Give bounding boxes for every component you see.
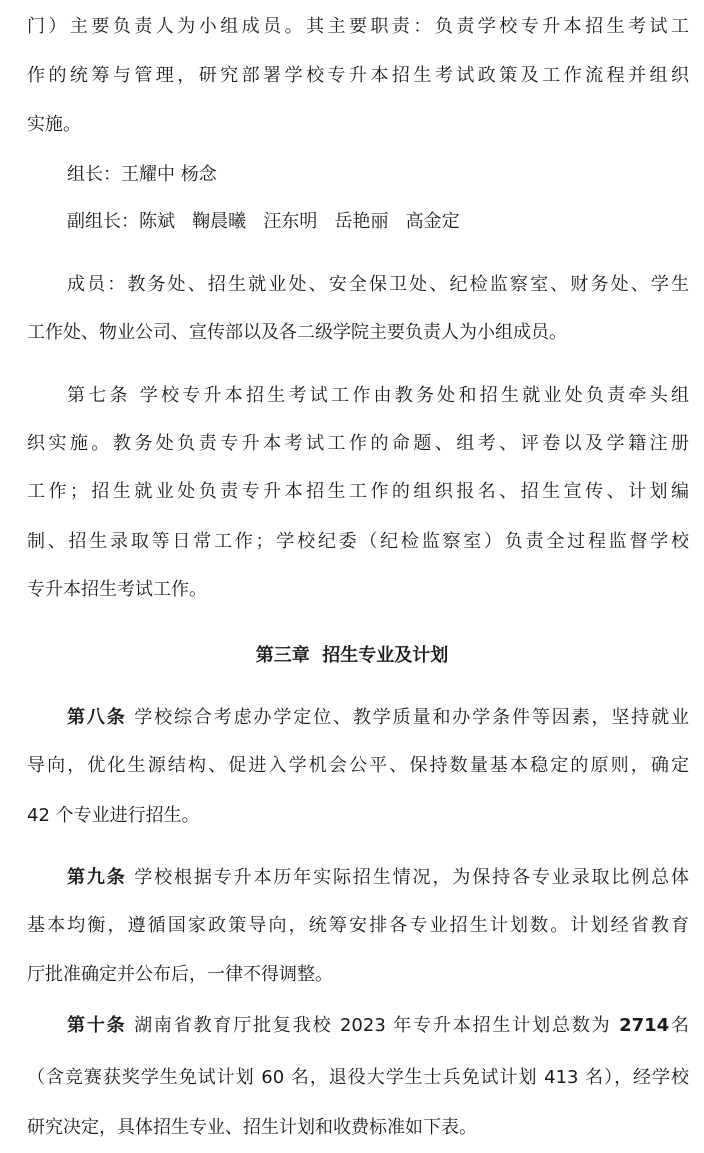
article-10-line: [67, 1014, 689, 1038]
article-label: 第八条: [67, 707, 127, 728]
article-8-line: 42 个专业进行招生。: [27, 805, 200, 826]
article-label: 第十条: [67, 1015, 127, 1036]
members-line: 工作处、物业公司、宣传部以及各二级学院主要负责人为小组成员。: [27, 322, 567, 343]
chapter-title: 第三章 招生专业及计划: [255, 645, 449, 666]
total-plan-value: 2714: [619, 1015, 670, 1036]
article-7-line: 制、招生录取等日常工作；学校纪委（纪检监察室）负责全过程监督学校: [27, 531, 689, 552]
paragraph-line: 实施。: [27, 114, 81, 135]
article-9-line: [67, 866, 689, 890]
paragraph-line: 门）主要负责人为小组成员。其主要职责：负责学校专升本招生考试工: [27, 16, 689, 37]
article-9-line: 基本均衡，遵循国家政策导向，统筹安排各专业招生计划数。计划经省教育: [27, 915, 689, 936]
members-line: 成员：教务处、招生就业处、安全保卫处、纪检监察室、财务处、学生: [67, 274, 689, 295]
article-9-line: 厅批准确定并公布后，一律不得调整。: [27, 964, 333, 985]
article-10-line: （含竞赛获奖学生免试计划 60 名，退役大学生士兵免试计划 413 名），经学校: [27, 1067, 689, 1088]
article-text: 湖南省教育厅批复我校 2023 年专升本招生计划总数为: [126, 1015, 620, 1036]
article-8-line: 导向，优化生源结构、促进入学机会公平、保持数量基本稳定的原则，确定: [27, 755, 689, 776]
article-label: 第九条: [67, 867, 127, 888]
article-7-line: 第七条 学校专升本招生考试工作由教务处和招生就业处负责牵头组: [67, 385, 689, 406]
article-text-suffix: 名: [669, 1015, 690, 1036]
group-leader-line: 组长：王耀中 杨念: [67, 164, 217, 185]
deputy-leader-line: 副组长：陈斌 鞠晨曦 汪东明 岳艳丽 高金定: [67, 211, 460, 232]
article-7-line: 织实施。教务处负责专升本考试工作的命题、组考、评卷以及学籍注册: [27, 433, 689, 454]
article-text: 学校综合考虑办学定位、教学质量和办学条件等因素，坚持就业: [126, 707, 690, 728]
paragraph-line: 作的统筹与管理，研究部署学校专升本招生考试政策及工作流程并组织: [27, 65, 689, 86]
article-text: 学校根据专升本历年实际招生情况，为保持各专业录取比例总体: [126, 867, 690, 888]
article-7-line: 工作；招生就业处负责专升本招生工作的组织报名、招生宣传、计划编: [27, 481, 689, 502]
article-7-line: 专升本招生考试工作。: [27, 579, 207, 600]
article-10-line: 研究决定，具体招生专业、招生计划和收费标准如下表。: [27, 1117, 477, 1138]
article-8-line: [67, 706, 689, 730]
